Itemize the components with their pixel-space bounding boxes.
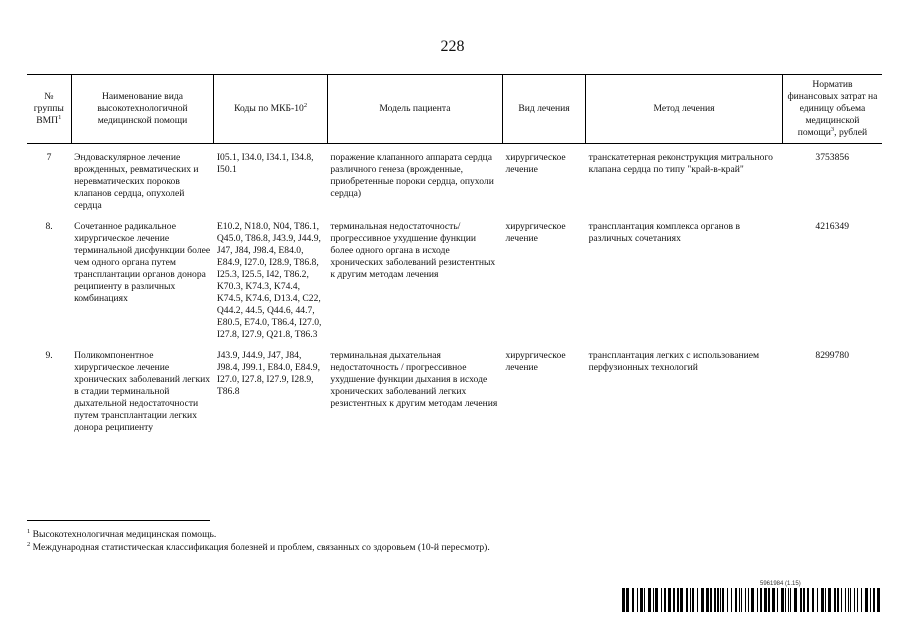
- row-treatment-type: хирургическое лечение: [505, 152, 566, 175]
- row-treatment-method: трансплантация комплекса органов в различных сочетаниях: [588, 221, 740, 244]
- row-patient-model: терминальная дыхательная недостаточность / прогрессивное ухудшение функции дыхания в исходе хронических заболеваний легких резистентных к другим методам лечения: [330, 350, 498, 409]
- footnote-text: Высокотехнологичная медицинская помощь.: [30, 529, 217, 540]
- header-patient-model: [327, 75, 502, 144]
- header-num-line3: ВМП: [36, 115, 59, 126]
- row-icd-codes: J43.9, J44.9, J47, J84, J98.4, J99.1, E84.0, E84.9, I27.0, I27.8, I27.9, I28.9, T86.8: [216, 350, 320, 397]
- header-treatment-type: [502, 75, 585, 144]
- header-treatment-method: [586, 75, 783, 144]
- row-care-type: Поликомпонентное хирургическое лечение хронических заболеваний легких в стадии терминальной дыхательной недостаточности путем трансплантации легких донора реципиенту: [74, 350, 211, 433]
- header-method-text: Метод лечения: [653, 103, 715, 114]
- header-care-type: [71, 75, 214, 144]
- row-cost-standard: 8299780: [815, 350, 849, 361]
- header-cost-text: Норматив финансовых затрат на единицу объема медицинской помощи: [787, 79, 878, 138]
- footnote-ref-3: 3: [830, 125, 835, 133]
- footnote-divider: [27, 520, 210, 521]
- row-care-type: Эндоваскулярное лечение врожденных, ревматических и неревматических пороков клапанов сердца, опухолей сердца: [74, 152, 199, 211]
- footnote-ref-1: 1: [58, 113, 62, 121]
- page-number: 228: [440, 38, 465, 55]
- row-treatment-method: транскатетерная реконструкция митрального клапана сердца по типу "край-в-край": [588, 152, 773, 175]
- table-row: [27, 212, 882, 341]
- header-group-number: [27, 75, 71, 144]
- footnotes: [27, 528, 490, 554]
- footnote-2: [27, 541, 490, 554]
- row-icd-codes: I05.1, I34.0, I34.1, I34.8, I50.1: [216, 152, 314, 175]
- footnote-1: [27, 528, 490, 541]
- barcode-image: [622, 588, 880, 612]
- table-row: [27, 144, 882, 213]
- barcode-label: 5961984 (1.15): [760, 581, 801, 587]
- row-treatment-type: хирургическое лечение: [505, 221, 566, 244]
- row-icd-codes: E10.2, N18.0, N04, T86.1, Q45.0, T86.8, J43.9, J44.9, J47, J84, J98.4, E84.0, E84.9, I27.0, I28.9, T86.8, I25.3, I25.5, I42, T86.2, K70.3, K74.3, K74.4, K74.5, K74.6, D13.4, C22, Q44.2, 44.5, Q44.6, 44.7, E80.5, E74.0, T86.4, I27.0, I27.8, I27.9, Q21.8, T86.3: [216, 221, 322, 340]
- footnote-mark: 1: [27, 527, 31, 535]
- row-group-number: 9.: [45, 350, 53, 361]
- footnote-text: Международная статистическая классификация болезней и проблем, связанных со здоровьем (10-й пересмотр).: [30, 542, 490, 553]
- row-cost-standard: 3753856: [815, 152, 849, 163]
- row-group-number: 7: [46, 152, 52, 163]
- row-patient-model: поражение клапанного аппарата сердца различного генеза (врожденные, приобретенные пороки сердца, опухоли сердца): [330, 152, 494, 199]
- header-cost-standard: [782, 75, 882, 144]
- row-care-type: Сочетанное радикальное хирургическое лечение терминальной дисфункции более чем одного органа путем трансплантации органов донора реципиенту в различных комбинациях: [74, 221, 211, 304]
- row-treatment-method: трансплантация легких с использованием перфузионных технологий: [588, 350, 760, 373]
- header-model-text: Модель пациента: [379, 103, 451, 114]
- header-codes-text: Коды по МКБ-10: [234, 103, 304, 114]
- row-treatment-type: хирургическое лечение: [505, 350, 566, 373]
- header-type-text: Вид лечения: [518, 103, 570, 114]
- header-num-line1: №: [44, 91, 54, 102]
- row-cost-standard: 4216349: [815, 221, 849, 232]
- row-group-number: 8.: [45, 221, 53, 232]
- header-num-line2: группы: [33, 103, 64, 114]
- header-name-text: Наименование вида высокотехнологичной медицинской помощи: [97, 91, 188, 126]
- table-header-row: [27, 75, 882, 144]
- footnote-ref-2: 2: [303, 101, 308, 109]
- table-row: [27, 341, 882, 434]
- footnote-mark: 2: [27, 540, 31, 548]
- row-patient-model: терминальная недостаточность/ прогрессивное ухудшение функции более одного органа в исходе хронических заболеваний резистентных к другим методам лечения: [330, 221, 496, 280]
- header-icd-codes: [214, 75, 328, 144]
- header-cost-suffix: , рублей: [834, 127, 868, 138]
- vmp-table: [27, 74, 882, 434]
